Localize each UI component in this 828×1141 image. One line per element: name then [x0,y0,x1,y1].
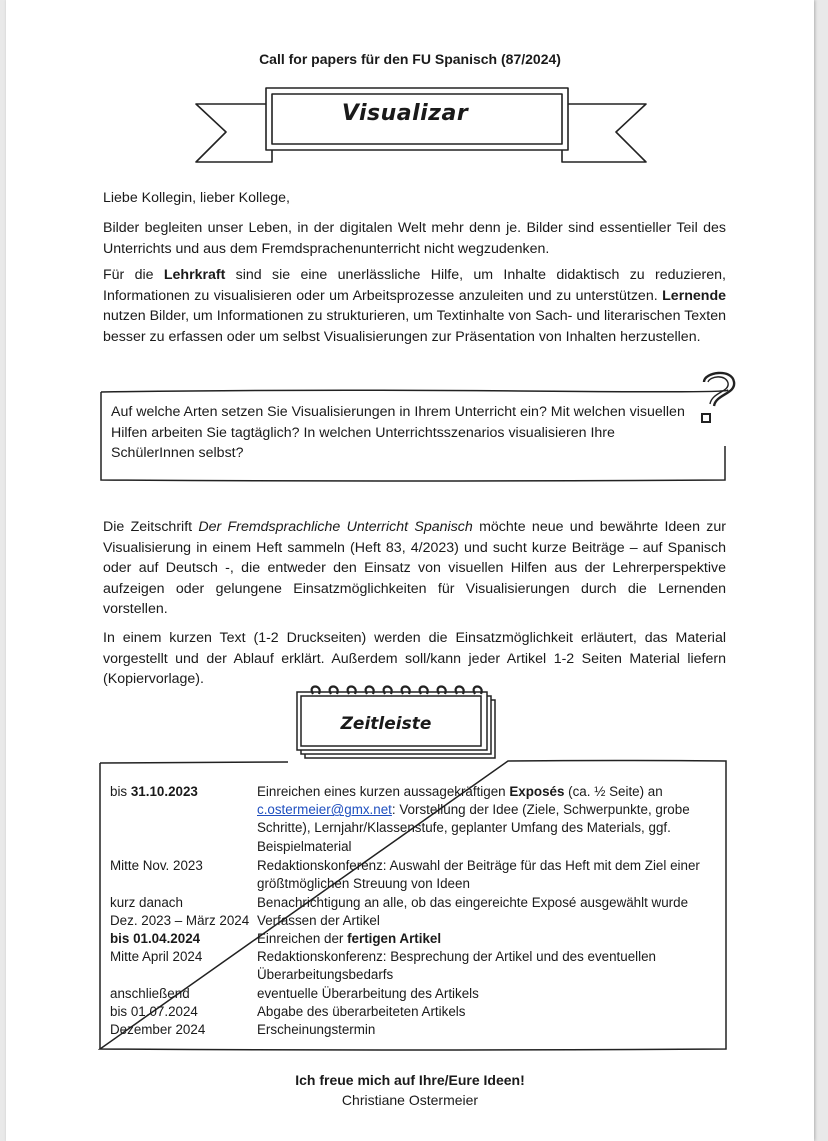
question-text: Auf welche Arten setzen Sie Visualisierungen in Ihrem Unterricht ein? Mit welchen visuellen Hilfen arbeiten Sie tagtäglich? In welchen Unterrichtsszenarios visualisieren Ihre SchülerInnen selbst? [111,404,685,461]
paragraph-lehrkraft: Für die Lehrkraft sind sie eine unerlässliche Hilfe, um Inhalte didaktisch zu reduzieren, Informationen zu visualisieren oder um Arbeitsprozesse anzuleiten und zu unterstützen. Lernende nutzen Bilder, um Informationen zu strukturieren, um Textinhalte von Sach- und literarischen Texten besser zu erfassen oder um selbst Visualisierungen zur Präsentation von Inhalten herzustellen. [103,267,726,345]
question-mark-icon [694,368,740,428]
question-box [99,386,727,482]
email-link[interactable]: c.ostermeier@gmx.net [257,802,392,818]
ribbon-banner-graphic [186,82,656,172]
greeting: Liebe Kollegin, lieber Kollege, [103,190,290,206]
timeline-row: bis 31.10.2023 Einreichen eines kurzen aussagekräftigen Exposés (ca. ½ Seite) an c.ostermeier@gmx.net: Vorstellung der Idee (Ziele, Schwerpunkte, grobe Schritte), Lernjahr/Klassenstufe, geplanter Umfang des Materials, ggf. Beispielmaterial [110,784,690,854]
timeline-label: Zeitleiste [340,714,432,734]
paragraph-zeitschrift: Die Zeitschrift Der Fremdsprachliche Unterricht Spanisch möchte neue und bewährte Ideen zur Visualisierung in einem Heft sammeln (Heft 83, 4/2023) und sucht kurze Beiträge – auf Spanisch oder auf Deutsch -, die entweder den Einsatz von visuellen Hilfen aus der Lehrerperspektive aufzeigen oder gelungene Einsatzmöglichkeiten für Visualisierungen durch die Lernenden vorstellen. [103,519,726,617]
banner-title: Visualizar [341,101,469,126]
timeline-box: bis 31.10.2023 Einreichen eines kurzen aussagekräftigen Exposés (ca. ½ Seite) an c.ostermeier@gmx.net: Vorstellung der Idee (Ziele, Schwerpunkte, grobe Schritte), Lernjahr/Klassenstufe, geplanter Umfang des Materials, ggf. Beispielmaterial Mitte Nov. 2023 Redaktionskonferenz: Auswahl der Beiträge für das Heft mit dem Ziel einer größtmöglichen Streuung von Ideen kurz danach Benachrichtigung an alle, ob das eingereichte Exposé ausgewählt wurde Dez. 2023 – März 2024 Verfassen der Artikel bis 01.04.2024 Einreichen der fertigen Artikel Mitte April 2024 Redaktionskonferenz: Besprechung der Artikel und des eventuellen Überarbeitungsbedarfs anschließend eventuelle Überarbeitung des Artikels bis 01.07.2024 Abgabe des überarbeiteten Artikels Dezember 2024 Erscheinungstermin [98,757,726,1049]
author-name: Christiane Ostermeier [341,1092,479,1108]
document-page [6,0,814,1141]
paragraph-intro: Bilder begleiten unser Leben, in der digitalen Welt mehr denn je. Bilder sind essentieller Teil des Unterrichts und aus dem Fremdsprachenunterricht nicht wegzudenken. [103,220,726,257]
closing-line: Ich freue mich auf Ihre/Eure Ideen! [295,1072,525,1088]
page-title: Call for papers für den FU Spanisch (87/2024) [259,51,561,67]
paragraph-umfang: In einem kurzen Text (1-2 Druckseiten) werden die Einsatzmöglichkeit erläutert, das Material vorgestellt und der Ablauf erklärt. Außerdem soll/kann jeder Artikel 1-2 Seiten Material liefern (Kopiervorlage). [103,630,726,687]
